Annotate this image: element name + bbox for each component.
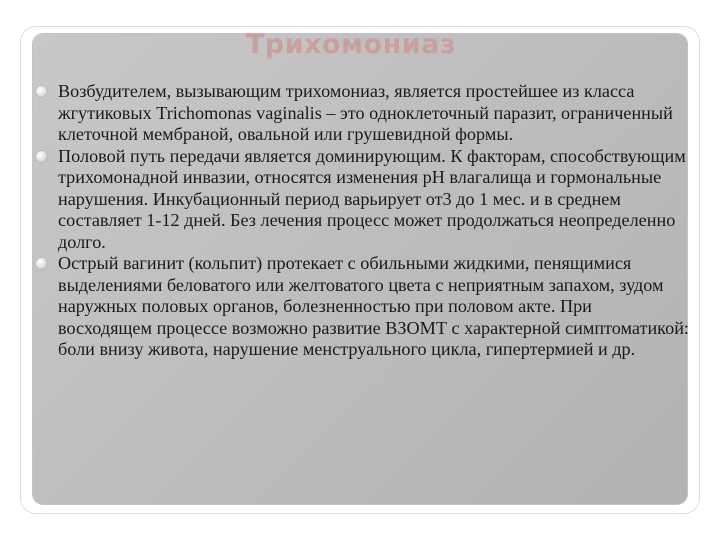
bullet-list: [58, 81, 690, 361]
bullet-text: Возбудителем, вызывающим трихомониаз, является простейшее из класса жгутиковых Trichomonas vaginalis – это одноклеточный паразит, ограниченный клеточной мембраной, овальной или грушевидной формы.: [58, 81, 673, 144]
bullet-icon: [36, 86, 47, 97]
bullet-text: Половой путь передачи является доминирующим. К факторам, способствующим трихомонадной инвазии, относятся изменения pH влагалища и гормональные нарушения. Инкубационный период варьирует от3 до 1 мес. и в среднем составляет 1-12 дней. Без лечения процесс может продолжаться неопределенно долго.: [58, 145, 686, 252]
bullet-icon: [36, 258, 47, 269]
bullet-item-3: [58, 253, 690, 361]
slide-title: Трихомониаз: [245, 29, 457, 60]
bullet-icon: [36, 151, 47, 162]
bullet-text: Острый вагинит (кольпит) протекает с обильными жидкими, пенящимися выделениями беловатого или желтоватого цвета с неприятным запахом, зудом наружных половых органов, болезненностью при половом акте. При восходящем процессе возможно развитие ВЗОМТ с характерной симптоматикой: боли внизу живота, нарушение менструального цикла, гипертермией и др.: [58, 253, 689, 359]
bullet-item-2: [58, 146, 690, 254]
bullet-item-1: [58, 81, 690, 146]
